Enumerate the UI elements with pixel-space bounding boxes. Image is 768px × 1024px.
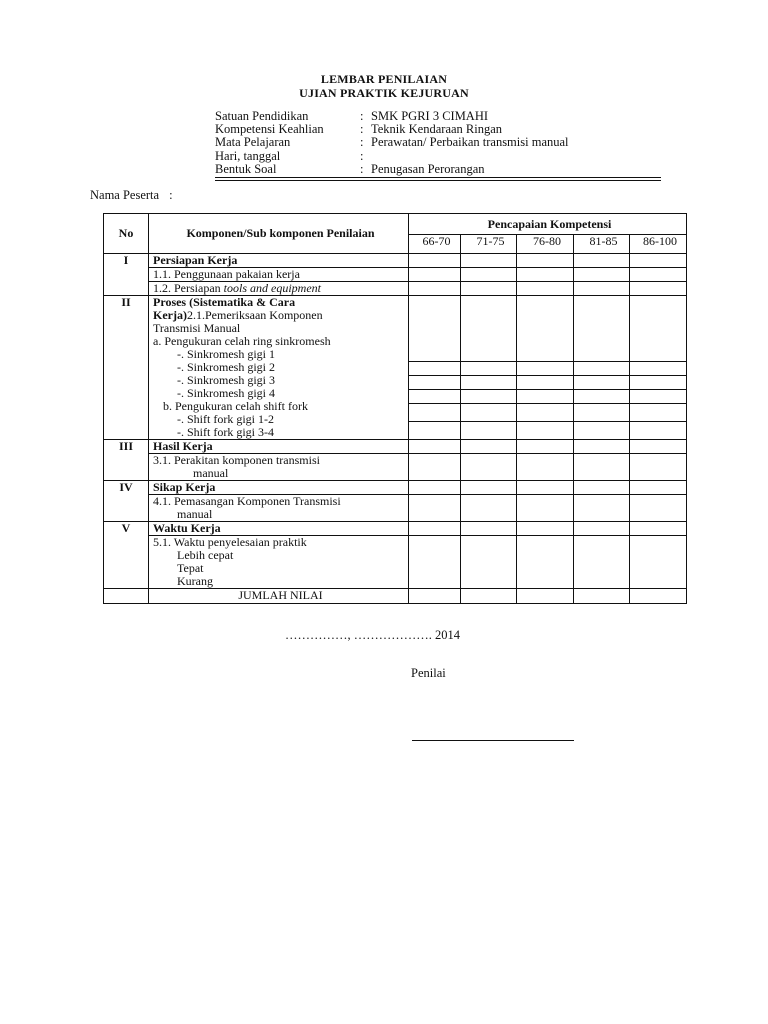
- total-row: [104, 589, 687, 604]
- score-cell[interactable]: [574, 495, 630, 522]
- criterion-line: 4.1. Pemasangan Komponen Transmisi: [153, 494, 341, 508]
- table-row: [104, 254, 687, 268]
- score-cell[interactable]: [574, 390, 630, 404]
- sub-criterion: -. Shift fork gigi 1-2: [177, 412, 274, 426]
- document-title: LEMBAR PENILAIAN: [320, 72, 448, 86]
- score-cell[interactable]: [409, 282, 461, 296]
- score-cell[interactable]: [461, 268, 517, 282]
- table-row: [104, 495, 687, 522]
- range-header: 76-80: [517, 235, 574, 254]
- total-no-cell: [104, 589, 149, 604]
- exam-info: [215, 110, 569, 176]
- score-cell[interactable]: [517, 421, 574, 439]
- criterion-line: 5.1. Waktu penyelesaian praktik: [153, 535, 307, 549]
- score-cell[interactable]: [461, 481, 517, 495]
- criterion-line: 3.1. Perakitan komponen transmisi: [153, 453, 320, 467]
- score-cell[interactable]: [409, 589, 461, 604]
- score-cell[interactable]: [574, 296, 630, 362]
- score-cell[interactable]: [517, 481, 574, 495]
- table-row: [104, 268, 687, 282]
- info-colon: :: [360, 109, 364, 123]
- score-cell[interactable]: [409, 296, 461, 362]
- score-cell[interactable]: [409, 403, 461, 421]
- criterion-label: 2.1.Pemeriksaan Komponen: [186, 308, 323, 322]
- score-cell[interactable]: [409, 361, 461, 376]
- info-colon: :: [360, 122, 364, 137]
- sub-criterion: -. Sinkromesh gigi 4: [177, 386, 275, 400]
- criterion-label: Transmisi Manual: [153, 321, 241, 335]
- score-cell[interactable]: [574, 421, 630, 439]
- score-cell[interactable]: [630, 296, 687, 362]
- score-cell[interactable]: [517, 361, 574, 376]
- score-cell[interactable]: [630, 589, 687, 604]
- score-cell[interactable]: [630, 421, 687, 439]
- section-title: Persiapan Kerja: [149, 254, 409, 268]
- criterion-line: manual: [177, 507, 213, 521]
- column-header-no: No: [104, 214, 149, 254]
- score-cell[interactable]: [409, 522, 461, 536]
- score-cell[interactable]: [409, 390, 461, 404]
- table-row: [104, 282, 687, 296]
- score-cell[interactable]: [630, 361, 687, 376]
- info-label: Satuan Pendidikan: [215, 109, 309, 123]
- score-cell[interactable]: [409, 376, 461, 390]
- option-label: Tepat: [177, 561, 204, 575]
- table-row: [104, 454, 687, 481]
- sub-criterion: -. Sinkromesh gigi 3: [177, 373, 275, 387]
- participant-colon: :: [169, 188, 173, 202]
- score-cell[interactable]: [630, 376, 687, 390]
- table-row: [104, 481, 687, 495]
- score-cell[interactable]: [630, 481, 687, 495]
- criterion-line: manual: [193, 466, 229, 480]
- score-cell[interactable]: [630, 522, 687, 536]
- header-divider: [215, 177, 661, 178]
- header-divider: [215, 180, 661, 181]
- info-colon: :: [360, 161, 364, 176]
- score-cell[interactable]: [461, 589, 517, 604]
- score-cell[interactable]: [517, 589, 574, 604]
- criterion-italic-text: tools and equipment: [223, 281, 321, 295]
- score-cell[interactable]: [409, 495, 461, 522]
- score-cell[interactable]: [517, 282, 574, 296]
- score-cell[interactable]: [461, 361, 517, 376]
- score-cell[interactable]: [630, 440, 687, 454]
- score-cell[interactable]: [461, 282, 517, 296]
- section-title: Sikap Kerja: [149, 481, 409, 495]
- score-cell[interactable]: [574, 454, 630, 481]
- score-cell[interactable]: [574, 282, 630, 296]
- score-cell[interactable]: [574, 268, 630, 282]
- table-row: [104, 522, 687, 536]
- score-cell[interactable]: [517, 376, 574, 390]
- info-value: Penugasan Perorangan: [371, 161, 485, 176]
- table-row: [104, 296, 687, 362]
- criterion-label: [149, 495, 409, 522]
- score-cell[interactable]: [409, 254, 461, 268]
- info-row-subject: [215, 136, 569, 149]
- criterion-label: [149, 454, 409, 481]
- participant-label: Nama Peserta: [90, 188, 160, 202]
- score-cell[interactable]: [630, 254, 687, 268]
- score-cell[interactable]: [574, 440, 630, 454]
- score-cell[interactable]: [630, 282, 687, 296]
- score-cell[interactable]: [630, 454, 687, 481]
- score-cell[interactable]: [461, 440, 517, 454]
- criterion-label: [149, 282, 409, 296]
- info-label: Kompetensi Keahlian: [215, 122, 324, 137]
- score-cell[interactable]: [461, 403, 517, 421]
- section-title: Hasil Kerja: [149, 440, 409, 454]
- section-title-cont: Kerja): [153, 308, 187, 322]
- score-cell[interactable]: [630, 495, 687, 522]
- place-date-line: ……………, ………………. 2014: [285, 628, 460, 642]
- info-label: Bentuk Soal: [215, 161, 277, 176]
- score-cell[interactable]: [574, 536, 630, 589]
- assessment-table: [103, 213, 687, 604]
- score-cell[interactable]: [461, 522, 517, 536]
- score-cell[interactable]: [574, 376, 630, 390]
- score-cell[interactable]: [461, 454, 517, 481]
- assessor-label: Penilai: [411, 666, 446, 680]
- score-cell[interactable]: [409, 454, 461, 481]
- score-cell[interactable]: [409, 536, 461, 589]
- option-label: Kurang: [177, 574, 213, 588]
- section-number: IV: [104, 481, 149, 522]
- score-cell[interactable]: [461, 254, 517, 268]
- score-cell[interactable]: [517, 522, 574, 536]
- section-number: I: [104, 254, 149, 296]
- criterion-label: b. Pengukuran celah shift fork: [163, 399, 308, 413]
- info-value: Perawatan/ Perbaikan transmisi manual: [371, 135, 569, 150]
- score-cell[interactable]: [574, 403, 630, 421]
- info-label: Mata Pelajaran: [215, 135, 291, 150]
- score-cell[interactable]: [630, 536, 687, 589]
- score-cell[interactable]: [574, 522, 630, 536]
- range-header: 66-70: [409, 235, 461, 254]
- criterion-label: [149, 536, 409, 589]
- sub-criterion: -. Sinkromesh gigi 2: [177, 360, 275, 374]
- score-cell[interactable]: [409, 481, 461, 495]
- score-cell[interactable]: [461, 421, 517, 439]
- info-colon: :: [360, 135, 364, 150]
- score-cell[interactable]: [574, 589, 630, 604]
- info-label: Hari, tanggal: [215, 148, 281, 163]
- score-cell[interactable]: [461, 536, 517, 589]
- criterion-prefix: 1.2. Persiapan: [153, 281, 224, 295]
- signature-line[interactable]: [412, 740, 574, 741]
- range-header: 86-100: [630, 235, 687, 254]
- range-header: 81-85: [574, 235, 630, 254]
- score-cell[interactable]: [630, 268, 687, 282]
- section-title: Proses (Sistematika & Cara: [153, 295, 296, 309]
- score-cell[interactable]: [574, 361, 630, 376]
- score-cell[interactable]: [461, 296, 517, 362]
- score-cell[interactable]: [517, 390, 574, 404]
- section-title: Waktu Kerja: [149, 522, 409, 536]
- info-value: SMK PGRI 3 CIMAHI: [371, 109, 489, 123]
- sub-criterion: -. Sinkromesh gigi 1: [177, 347, 275, 361]
- score-cell[interactable]: [517, 296, 574, 362]
- option-label: Lebih cepat: [177, 548, 234, 562]
- score-cell[interactable]: [630, 403, 687, 421]
- section-number: III: [104, 440, 149, 481]
- criterion-label: 1.1. Penggunaan pakaian kerja: [149, 268, 409, 282]
- score-cell[interactable]: [517, 254, 574, 268]
- table-header-row: [104, 214, 687, 235]
- score-cell[interactable]: [574, 481, 630, 495]
- table-row: [104, 440, 687, 454]
- score-cell[interactable]: [461, 376, 517, 390]
- score-cell[interactable]: [517, 495, 574, 522]
- score-cell[interactable]: [409, 440, 461, 454]
- score-cell[interactable]: [517, 536, 574, 589]
- range-header: 71-75: [461, 235, 517, 254]
- score-cell[interactable]: [517, 454, 574, 481]
- score-cell[interactable]: [461, 495, 517, 522]
- score-cell[interactable]: [517, 268, 574, 282]
- score-cell[interactable]: [461, 390, 517, 404]
- section-number: II: [104, 296, 149, 440]
- section-number: V: [104, 522, 149, 589]
- score-cell[interactable]: [409, 268, 461, 282]
- score-cell[interactable]: [630, 390, 687, 404]
- participant-name-field: [90, 188, 173, 203]
- criterion-label: a. Pengukuran celah ring sinkromesh: [153, 334, 331, 348]
- score-cell[interactable]: [574, 254, 630, 268]
- score-cell[interactable]: [517, 403, 574, 421]
- column-header-component: Komponen/Sub komponen Penilaian: [149, 214, 409, 254]
- score-cell[interactable]: [409, 421, 461, 439]
- total-label: JUMLAH NILAI: [149, 589, 409, 604]
- info-colon: :: [360, 148, 364, 163]
- info-row-format: [215, 163, 569, 176]
- info-value: Teknik Kendaraan Ringan: [371, 122, 503, 137]
- column-header-achievement: Pencapaian Kompetensi: [409, 214, 687, 235]
- score-cell[interactable]: [517, 440, 574, 454]
- section-content: [149, 296, 409, 440]
- table-row: [104, 536, 687, 589]
- sub-criterion: -. Shift fork gigi 3-4: [177, 425, 274, 439]
- document-subtitle: UJIAN PRAKTIK KEJURUAN: [299, 86, 469, 100]
